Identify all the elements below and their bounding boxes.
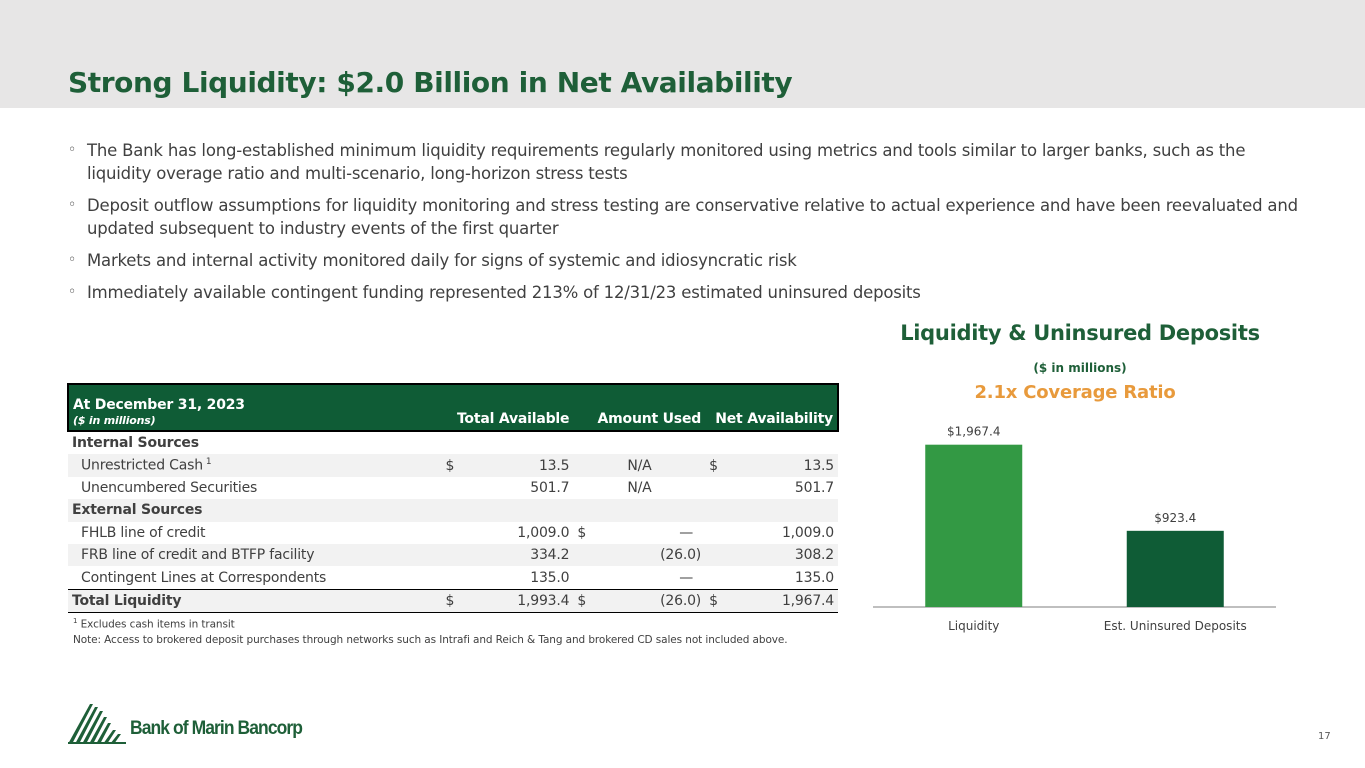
bar-value-label: $923.4: [1154, 510, 1197, 525]
bullet-icon: ◦: [68, 197, 77, 213]
table-row: Unrestricted Cash $^1$ $ 13.5 N/A $ 13.5: [68, 454, 838, 476]
table-row: Contingent Lines at Correspondents 135.0 — 135.0: [81, 569, 834, 586]
col-header-net: Net Availability: [715, 411, 833, 427]
table-section-row: Internal Sources: [72, 435, 199, 452]
bar-0: [925, 445, 1022, 607]
bullet-item: ◦ Markets and internal activity monitored daily for signs of systemic and idiosyncratic risk: [68, 251, 797, 270]
coverage-ratio-label: 2.1x Coverage Ratio: [974, 382, 1176, 403]
bullet-icon: ◦: [68, 284, 77, 300]
col-header-used: Amount Used: [597, 411, 702, 427]
bullet-item: ◦ Deposit outflow assumptions for liquidity monitoring and stress testing are conservative relative to actual experience and have been reevaluated and updated subsequent to industry events of the first quarter: [68, 196, 1298, 238]
bullet-item: ◦ The Bank has long-established minimum liquidity requirements regularly monitored using metrics and tools similar to larger banks, such as the liquidity overage ratio and multi-scenario, long-horizon stress tests: [68, 141, 1246, 183]
bullet-item: ◦ Immediately available contingent funding represented 213% of 12/31/23 estimated uninsured deposits: [68, 283, 921, 302]
table-header-title: At December 31, 2023 ($ in millions): [73, 397, 245, 427]
bank-logo-icon: [68, 703, 128, 745]
bank-logo-text: Bank of Marin Bancorp: [130, 718, 303, 739]
bullet-icon: ◦: [68, 252, 77, 268]
table-total-row: Total Liquidity $ 1,993.4 $ (26.0) $ 1,967.4: [68, 589, 838, 612]
page-title: Strong Liquidity: $2.0 Billion in Net Availability: [68, 66, 793, 99]
footnotes: [73, 614, 788, 648]
table-row: FHLB line of credit 1,009.0 $ — 1,009.0: [81, 524, 834, 541]
table-row: Unencumbered Securities 501.7 N/A 501.7: [81, 479, 834, 496]
table-row: FRB line of credit and BTFP facility 334.2 (26.0) 308.2: [68, 544, 838, 566]
bullet-list: [68, 139, 1313, 313]
col-header-total: Total Available: [456, 411, 570, 427]
page-number: 17: [1318, 731, 1331, 742]
table-header-row: [68, 384, 838, 431]
bullet-icon: ◦: [68, 142, 77, 158]
liquidity-bar-chart: [860, 410, 1290, 645]
table-section-row: External Sources: [68, 499, 838, 521]
footnote-1: $^1$ Excludes cash items in transit: [73, 617, 235, 631]
liquidity-table: [67, 383, 839, 613]
bar-1: [1127, 531, 1224, 607]
chart-title: Liquidity & Uninsured Deposits: [900, 321, 1260, 345]
category-label: Est. Uninsured Deposits: [1103, 619, 1247, 633]
footnote-note: Note: Access to brokered deposit purchases through networks such as Intrafi and Reich & Tang and brokered CD sales not included above.: [73, 633, 788, 646]
bar-value-label: $1,967.4: [947, 424, 1001, 439]
category-label: Liquidity: [948, 619, 1000, 633]
chart-subtitle: ($ in millions): [1033, 361, 1127, 375]
